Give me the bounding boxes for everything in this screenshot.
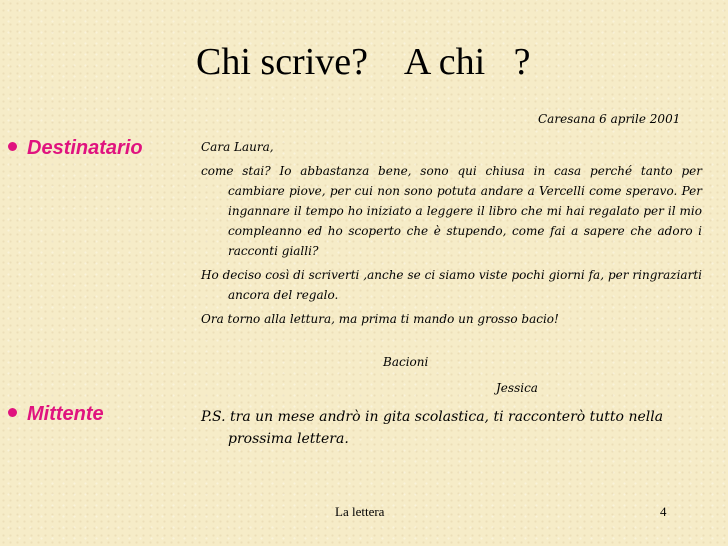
letter-paragraph: Ora torno alla lettura, ma prima ti mando un grosso bacio!: [201, 312, 559, 326]
letter-signature: Jessica: [496, 381, 538, 395]
letter-date: Caresana 6 aprile 2001: [538, 112, 681, 126]
letter-postscript: P.S. tra un mese andrò in gita scolastica, ti racconterò tutto nella prossima lettera.: [201, 409, 664, 447]
letter-closing: Bacioni: [383, 355, 429, 369]
slide-title: Chi scrive? A chi ?: [196, 41, 531, 83]
page-number: 4: [660, 504, 667, 519]
bullet-label: Mittente: [27, 403, 104, 425]
bullet-mittente: [8, 403, 104, 426]
bullet-dot-icon: [8, 142, 17, 151]
letter-body: [201, 137, 702, 333]
letter-paragraph: come stai? Io abbastanza bene, sono qui chiusa in casa perché tanto per cambiare piove, per cui non sono potuta andare a Vercelli come speravo. Per ingannare il tempo ho iniziato a leggere il libro che mi hai regalato per il mio compleanno ed ho scoperto che è stupendo, come fai a sapere che adoro i racconti gialli?: [201, 164, 702, 258]
bullet-destinatario: [8, 137, 143, 160]
footer-title: La lettera: [335, 504, 385, 519]
bullet-dot-icon: [8, 408, 17, 417]
letter-paragraph: Ho deciso così di scriverti ,anche se ci siamo viste pochi giorni fa, per ringraziarti ancora del regalo.: [201, 268, 702, 302]
letter-greeting: Cara Laura,: [201, 140, 274, 154]
bullet-label: Destinatario: [27, 137, 143, 159]
